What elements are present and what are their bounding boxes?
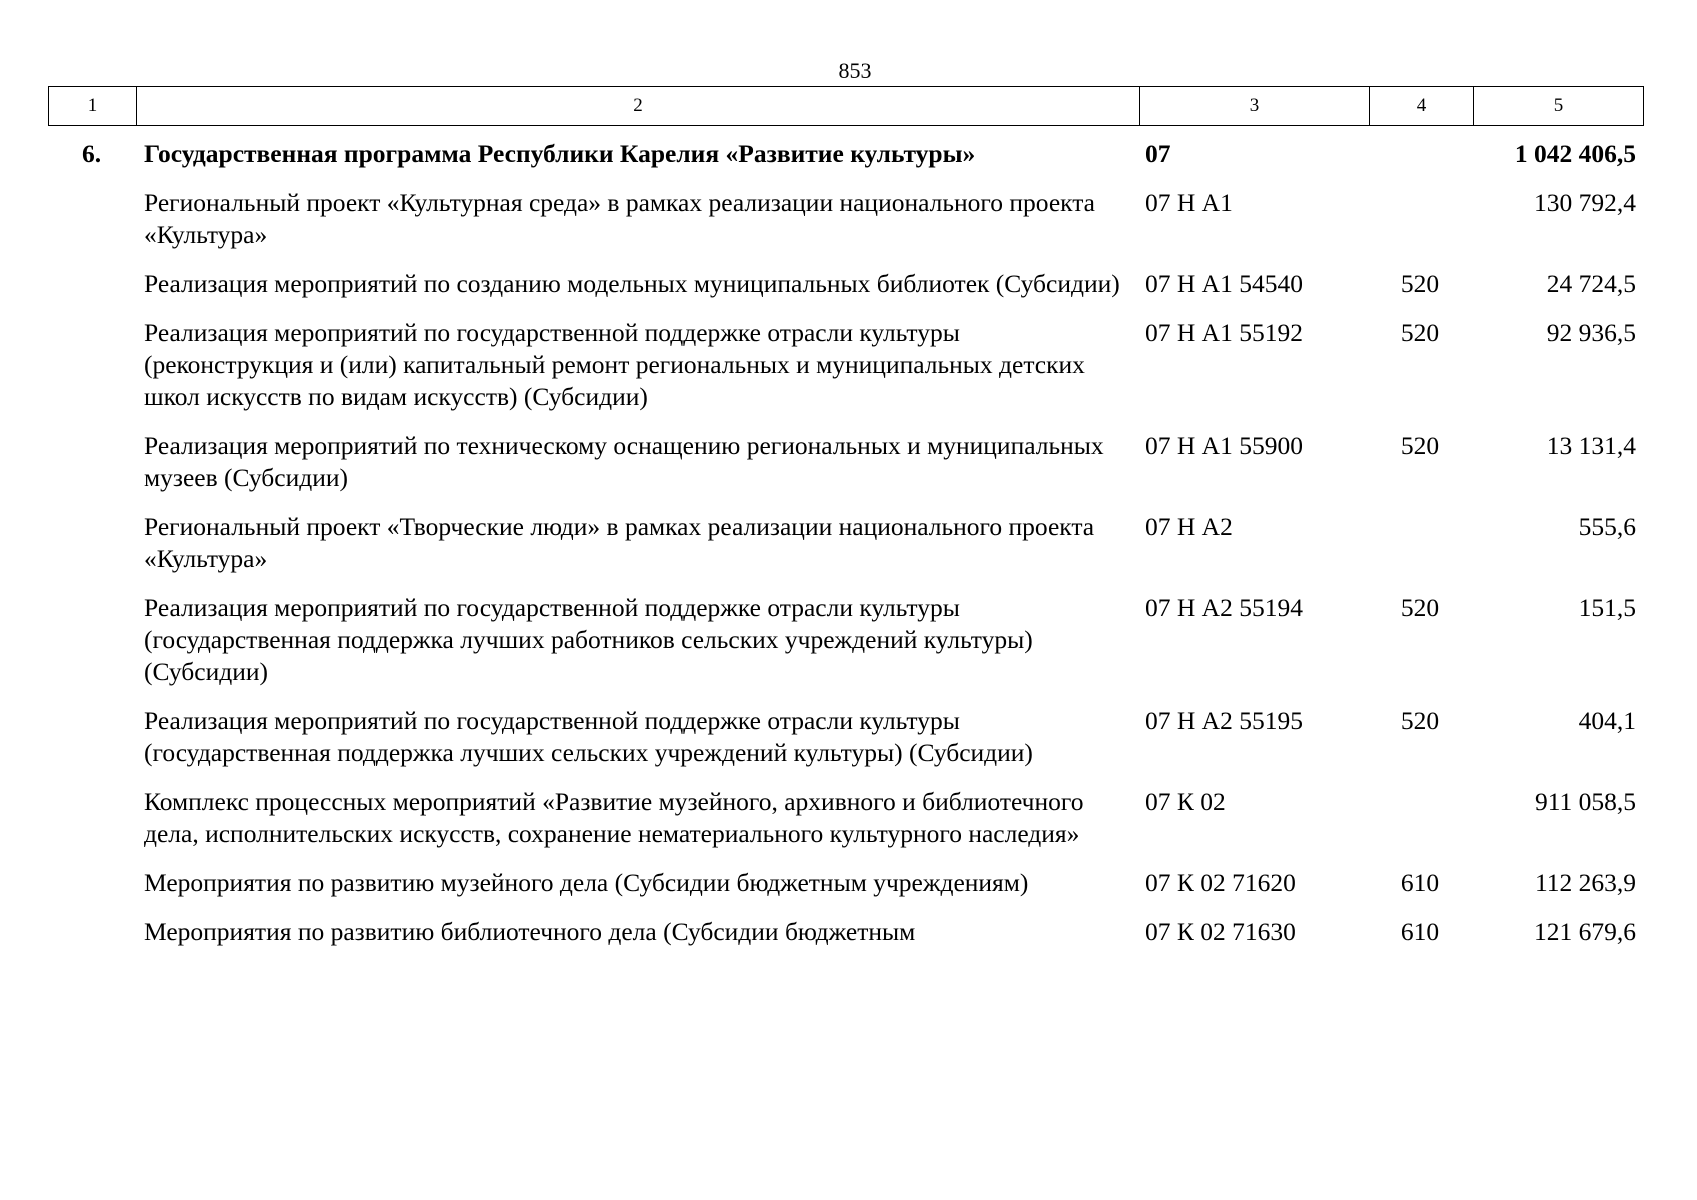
- column-header-4: 4: [1369, 87, 1473, 125]
- row-target-code: 07 Н А1 55900: [1145, 431, 1303, 460]
- row-number: [48, 592, 135, 688]
- row-sum: 555,6: [1578, 512, 1636, 541]
- row-sum: 24 724,5: [1546, 269, 1636, 298]
- row-target-code: 07 К 02 71630: [1145, 917, 1296, 946]
- table-row: [48, 705, 1644, 769]
- page-number: 853: [838, 58, 872, 83]
- row-sum: 92 936,5: [1546, 318, 1636, 347]
- row-target-code: 07 Н А2: [1145, 512, 1233, 541]
- row-number: [48, 916, 135, 948]
- column-header-row: [48, 86, 1644, 126]
- column-header-2: 2: [136, 87, 1139, 125]
- row-sum: 404,1: [1578, 706, 1636, 735]
- table-row: [48, 187, 1644, 251]
- table-row: [48, 511, 1644, 575]
- column-header-1: 1: [87, 95, 98, 116]
- row-target-code: 07 К 02: [1145, 787, 1226, 816]
- row-sum: 130 792,4: [1534, 188, 1636, 217]
- row-target-code: 07 К 02 71620: [1145, 868, 1296, 897]
- row-name: Государственная программа Республики Карелия «Развитие культуры»: [144, 139, 976, 168]
- row-target-code: 07 Н А2 55195: [1145, 706, 1303, 735]
- row-name: Реализация мероприятий по созданию модельных муниципальных библиотек (Субсидии): [144, 269, 1120, 298]
- row-name: Региональный проект «Культурная среда» в рамках реализации национального проекта «Культура»: [144, 188, 1095, 249]
- row-expense-type: [1368, 511, 1472, 575]
- row-sum: 911 058,5: [1534, 787, 1636, 816]
- row-expense-type: [1368, 786, 1472, 850]
- column-header-5: 5: [1473, 87, 1643, 125]
- row-sum: 1 042 406,5: [1514, 139, 1636, 168]
- table-row: [48, 916, 1644, 948]
- row-number: [48, 268, 135, 300]
- row-name: Реализация мероприятий по государственной поддержке отрасли культуры (государственная поддержка лучших сельских учреждений культуры) (Субсидии): [144, 706, 1033, 767]
- row-number: [48, 317, 135, 413]
- row-sum: 151,5: [1578, 593, 1636, 622]
- row-expense-type: 520: [1400, 431, 1440, 460]
- row-expense-type: 610: [1400, 917, 1440, 946]
- row-number: 6.: [81, 139, 102, 168]
- row-number: [48, 867, 135, 899]
- row-name: Региональный проект «Творческие люди» в рамках реализации национального проекта «Культура»: [144, 512, 1095, 573]
- row-expense-type: 520: [1400, 318, 1440, 347]
- row-expense-type: 610: [1400, 868, 1440, 897]
- row-name: Реализация мероприятий по государственной поддержке отрасли культуры (реконструкция и (или) капитальный ремонт региональных и муниципальных детских школ искусств по видам искусств) (Субсидии): [144, 318, 1085, 411]
- table-row: [48, 592, 1644, 688]
- table-row: [48, 138, 1644, 170]
- row-target-code: 07: [1145, 139, 1171, 168]
- row-name: Комплекс процессных мероприятий «Развитие музейного, архивного и библиотечного дела, исполнительских искусств, сохранение нематериального культурного наследия»: [144, 787, 1084, 848]
- row-sum: 13 131,4: [1546, 431, 1636, 460]
- row-expense-type: 520: [1400, 706, 1440, 735]
- row-expense-type: [1368, 138, 1472, 170]
- row-name: Мероприятия по развитию библиотечного дела (Субсидии бюджетным: [144, 917, 916, 946]
- row-name: Реализация мероприятий по государственной поддержке отрасли культуры (государственная поддержка лучших работников сельских учреждений культуры) (Субсидии): [144, 593, 1033, 686]
- row-expense-type: 520: [1400, 269, 1440, 298]
- table-row: [48, 268, 1644, 300]
- table-row: [48, 786, 1644, 850]
- row-name: Реализация мероприятий по техническому оснащению региональных и муниципальных музеев (Субсидии): [144, 431, 1104, 492]
- budget-table-body: [48, 138, 1644, 965]
- row-number: [48, 187, 135, 251]
- row-target-code: 07 Н А1 54540: [1145, 269, 1303, 298]
- table-row: [48, 430, 1644, 494]
- row-target-code: 07 Н А1: [1145, 188, 1233, 217]
- row-expense-type: [1368, 187, 1472, 251]
- row-target-code: 07 Н А2 55194: [1145, 593, 1303, 622]
- row-expense-type: 520: [1400, 593, 1440, 622]
- row-number: [48, 511, 135, 575]
- row-target-code: 07 Н А1 55192: [1145, 318, 1303, 347]
- row-name: Мероприятия по развитию музейного дела (Субсидии бюджетным учреждениям): [144, 868, 1029, 897]
- column-header-3: 3: [1139, 87, 1369, 125]
- row-sum: 112 263,9: [1534, 868, 1636, 897]
- table-row: [48, 317, 1644, 413]
- table-row: [48, 867, 1644, 899]
- row-number: [48, 430, 135, 494]
- row-number: [48, 705, 135, 769]
- row-number: [48, 786, 135, 850]
- row-sum: 121 679,6: [1534, 917, 1636, 946]
